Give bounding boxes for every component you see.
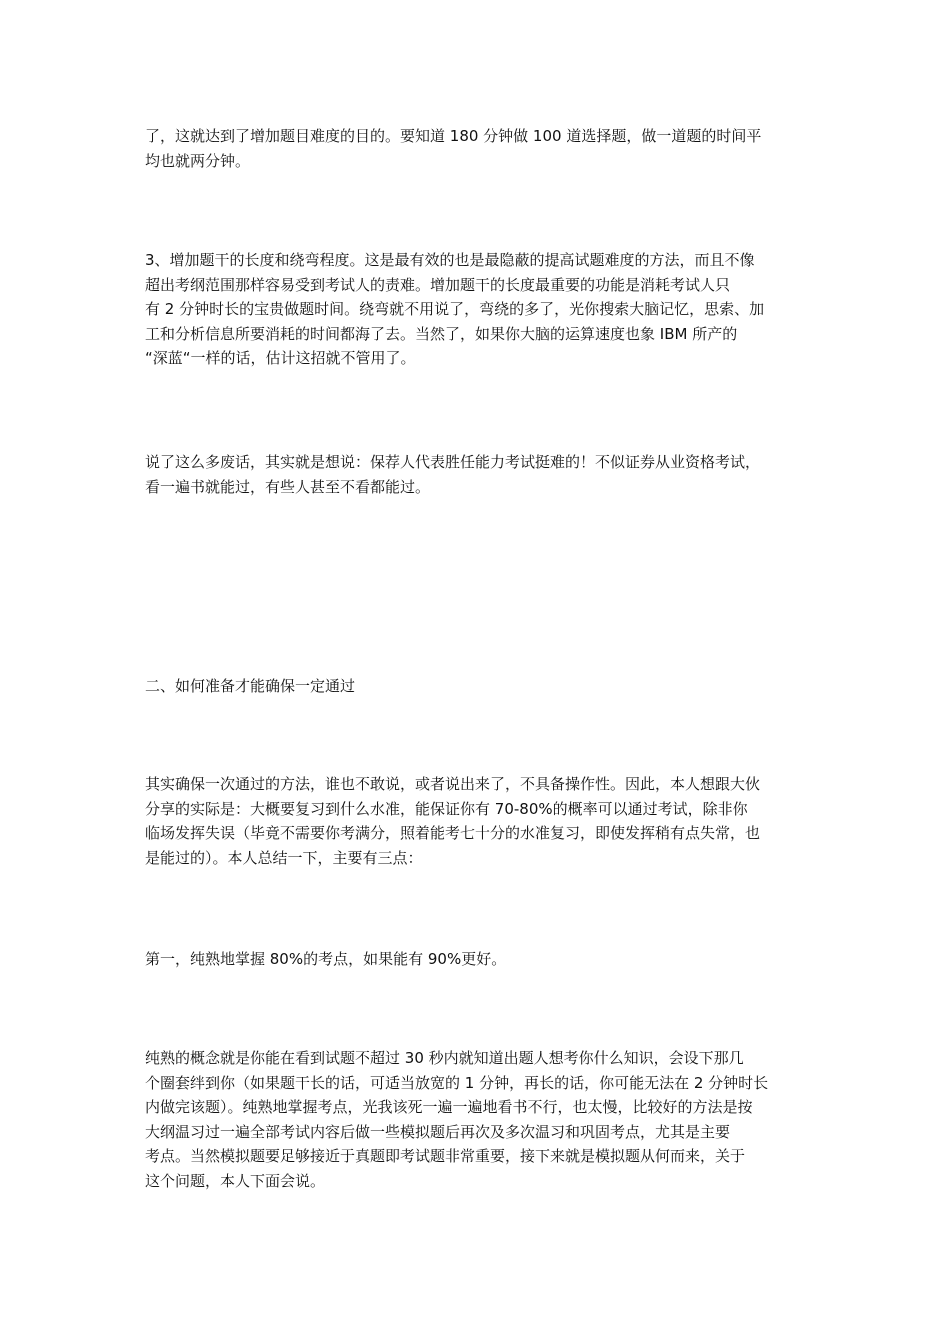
paragraph-exam-difficulty — [145, 450, 815, 499]
paragraph-question-length — [145, 248, 815, 371]
text-line: 分享的实际是：大概要复习到什么水准，能保证你有 70-80%的概率可以通过考试，除非你 — [145, 799, 748, 818]
text-line: 说了这么多废话，其实就是想说：保荐人代表胜任能力考试挺难的！不似证券从业资格考试， — [145, 453, 761, 471]
text-line: “深蓝“一样的话，估计这招就不管用了。 — [145, 349, 416, 367]
text-line: 超出考纲范围那样容易受到考试人的责难。增加题干的长度最重要的功能是消耗考试人只 — [145, 275, 731, 294]
text-line: 是能过的）。本人总结一下，主要有三点： — [145, 848, 423, 867]
heading-line: 二、如何准备才能确保一定通过 — [145, 677, 356, 695]
paragraph-exam-time — [145, 124, 815, 173]
text-line: 纯熟的概念就是你能在看到试题不超过 30 秒内就知道出题人想考你什么知识，会设下那几 — [145, 1049, 744, 1067]
paragraph-first-point — [145, 947, 815, 972]
text-line: 看一遍书就能过，有些人甚至不看都能过。 — [145, 477, 431, 496]
text-line: 均也就两分钟。 — [145, 151, 251, 170]
text-line: 工和分析信息所要消耗的时间都海了去。当然了，如果你大脑的运算速度也象 IBM 所产的 — [145, 324, 738, 343]
text-line: 临场发挥失误（毕竟不需要你考满分，照着能考七十分的水准复习，即使发挥稍有点失常，也 — [145, 824, 761, 842]
text-line: 有 2 分钟时长的宝贵做题时间。绕弯就不用说了，弯绕的多了，光你搜索大脑记忆，思索、加 — [145, 300, 765, 318]
section-heading — [145, 674, 815, 699]
paragraph-pass-method — [145, 772, 815, 870]
paragraph-proficiency — [145, 1046, 815, 1193]
text-line: 内做完该题）。纯熟地掌握考点，光我该死一遍一遍地看书不行，也太慢，比较好的方法是按 — [145, 1098, 753, 1116]
text-line: 其实确保一次通过的方法，谁也不敢说，或者说出来了，不具备操作性。因此，本人想跟大伙 — [145, 775, 761, 793]
text-line: 个圈套绊到你（如果题干长的话，可适当放宽的 1 分钟，再长的话，你可能无法在 2 分钟时长 — [145, 1073, 769, 1092]
text-line: 这个问题，本人下面会说。 — [145, 1171, 326, 1190]
text-line: 考点。当然模拟题要足够接近于真题即考试题非常重要，接下来就是模拟题从何而来，关于 — [145, 1147, 746, 1165]
text-line: 3、增加题干的长度和绕弯程度。这是最有效的也是最隐蔽的提高试题难度的方法，而且不像 — [145, 251, 755, 269]
text-line: 了，这就达到了增加题目难度的目的。要知道 180 分钟做 100 道选择题，做一道题的时间平 — [145, 127, 762, 145]
text-line: 大纲温习过一遍全部考试内容后做一些模拟题后再次及多次温习和巩固考点，尤其是主要 — [145, 1122, 731, 1141]
text-line: 第一，纯熟地掌握 80%的考点，如果能有 90%更好。 — [145, 950, 507, 968]
